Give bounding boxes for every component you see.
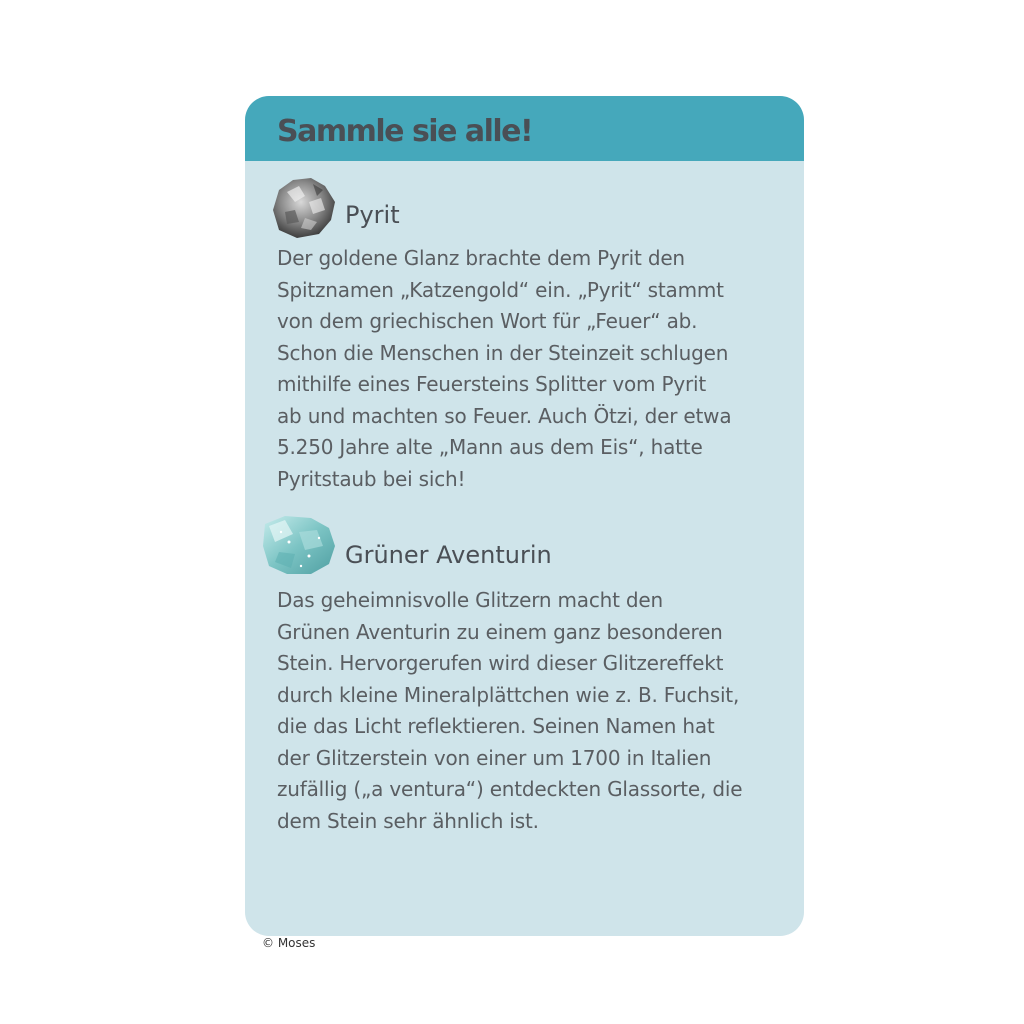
mineral-title-pyrit: Pyrit [345,201,400,229]
text-line: der Glitzerstein von einer um 1700 in Italien [277,745,712,770]
text-line: Schon die Menschen in der Steinzeit schlugen [277,340,729,365]
info-card [245,96,804,936]
text-line: Pyritstaub bei sich! [277,466,466,491]
mineral-description-pyrit [277,243,731,495]
text-line: Stein. Hervorgerufen wird dieser Glitzereffekt [277,651,724,675]
text-line: Das geheimnisvolle Glitzern macht den [277,588,663,612]
aventurine-stone-icon [259,512,339,578]
text-line: Grünen Aventurin zu einem ganz besonderen [277,619,723,644]
copyright-notice: © Moses [262,936,316,950]
text-line: von dem griechischen Wort für „Feuer“ ab. [277,309,698,333]
text-line: durch kleine Mineralplättchen wie z. B. Fuchsit, [277,682,740,707]
text-line: Spitznamen „Katzengold“ ein. „Pyrit“ stammt [277,277,724,302]
card-header [245,96,804,161]
text-line: ab und machten so Feuer. Auch Ötzi, der etwa [277,403,732,428]
text-line: die das Licht reflektieren. Seinen Namen hat [277,714,715,738]
text-line: 5.250 Jahre alte „Mann aus dem Eis“, hatte [277,435,703,459]
text-line: dem Stein sehr ähnlich ist. [277,808,539,833]
mineral-title-aventurin: Grüner Aventurin [345,541,552,569]
text-line: mithilfe eines Feuersteins Splitter vom Pyrit [277,372,706,396]
text-line: zufällig („a ventura“) entdeckten Glassorte, die [277,777,743,801]
card-title: Sammle sie alle! [277,114,533,149]
mineral-description-aventurin [277,585,742,837]
pyrite-stone-icon [265,172,341,242]
text-line: Der goldene Glanz brachte dem Pyrit den [277,246,685,270]
